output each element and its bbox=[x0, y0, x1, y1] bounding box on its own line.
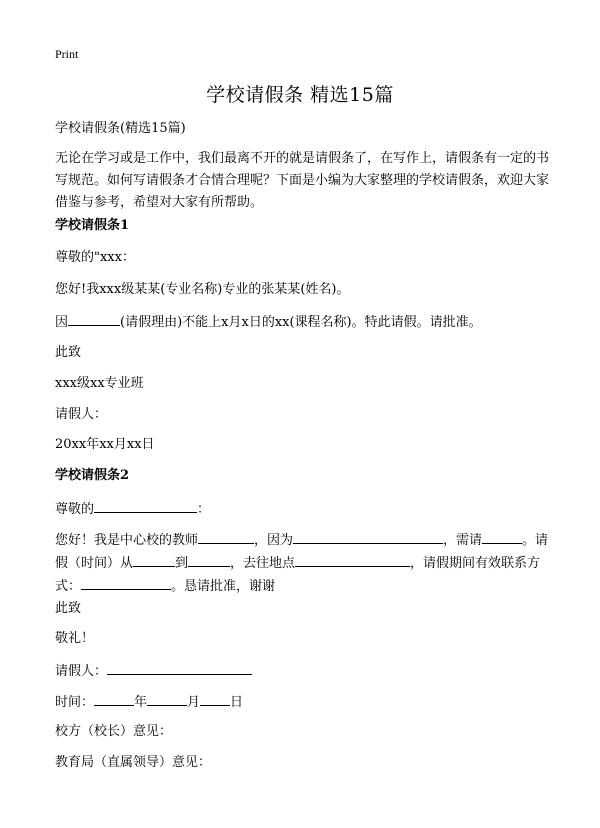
document-title: 学校请假条 精选15篇 bbox=[206, 84, 394, 106]
section2-heading: 学校请假条2 bbox=[55, 468, 130, 483]
reason-blank bbox=[68, 310, 120, 326]
body-text: 您好！我是中心校的教师 bbox=[55, 533, 199, 548]
time-label: 时间： bbox=[55, 695, 95, 710]
body-blank bbox=[81, 574, 171, 590]
section2-salutation bbox=[55, 497, 550, 521]
print-label: Print bbox=[55, 47, 79, 61]
month-blank bbox=[147, 690, 187, 706]
applicant-label: 请假人： bbox=[55, 664, 108, 679]
body-text: ，需请 bbox=[443, 533, 483, 548]
body-blank bbox=[295, 551, 410, 567]
reason-suffix: (请假理由)不能上x月x日的xx(课程名称)。特此请假。请批准。 bbox=[120, 315, 482, 330]
section2-time bbox=[55, 690, 550, 714]
body-blank bbox=[293, 528, 443, 544]
section2-bureau-opinion: 教育局（直属领导）意见： bbox=[55, 755, 212, 770]
section1-date: 20xx年xx月xx日 bbox=[55, 437, 155, 452]
body-blank bbox=[188, 551, 230, 567]
intro-paragraph: 无论在学习或是工作中，我们最离不开的就是请假条了，在写作上，请假条有一定的书写规范。如何写请假条才合情合理呢？下面是小编为大家整理的学校请假条，欢迎大家借鉴与参考，希望对大家有所帮助。 bbox=[55, 151, 550, 210]
salutation-prefix: 尊敬的 bbox=[55, 502, 95, 517]
section1-salutation: 尊敬的"xxx： bbox=[55, 250, 135, 265]
body-text: 。恳请批准，谢谢 bbox=[171, 579, 276, 594]
body-blank bbox=[198, 528, 254, 544]
day-label: 日 bbox=[230, 695, 244, 710]
body-text: ，因为 bbox=[254, 533, 294, 548]
year-label: 年 bbox=[134, 695, 148, 710]
section1-closing: 此致 bbox=[55, 345, 82, 360]
body-text: 到 bbox=[175, 556, 189, 571]
reason-prefix: 因 bbox=[55, 315, 69, 330]
section2-applicant bbox=[55, 659, 550, 683]
section1-heading: 学校请假条1 bbox=[55, 218, 130, 233]
salutation-suffix: ： bbox=[197, 502, 211, 517]
body-blank bbox=[133, 551, 175, 567]
section2-closing: 此致 bbox=[55, 601, 82, 616]
section2-body bbox=[55, 528, 550, 597]
section1-applicant: 请假人： bbox=[55, 407, 108, 422]
section1-reason bbox=[55, 310, 550, 334]
section1-greeting: 您好!我xxx级某某(专业名称)专业的张某某(姓名)。 bbox=[55, 282, 350, 297]
section1-class-name: xxx级xx专业班 bbox=[55, 376, 144, 391]
day-blank bbox=[200, 690, 230, 706]
body-text: ，去往地点 bbox=[230, 556, 296, 571]
document-subtitle: 学校请假条(精选15篇) bbox=[55, 121, 186, 136]
body-blank bbox=[482, 528, 522, 544]
section2-school-opinion: 校方（校长）意见： bbox=[55, 724, 173, 739]
section2-salute: 敬礼！ bbox=[55, 631, 95, 646]
body-text: ，请假期间有效联系方式： bbox=[55, 556, 541, 594]
year-blank bbox=[94, 690, 134, 706]
applicant-blank bbox=[107, 659, 252, 675]
salutation-blank bbox=[94, 497, 197, 513]
body-text: 。请假（时间）从 bbox=[55, 533, 549, 571]
month-label: 月 bbox=[187, 695, 201, 710]
